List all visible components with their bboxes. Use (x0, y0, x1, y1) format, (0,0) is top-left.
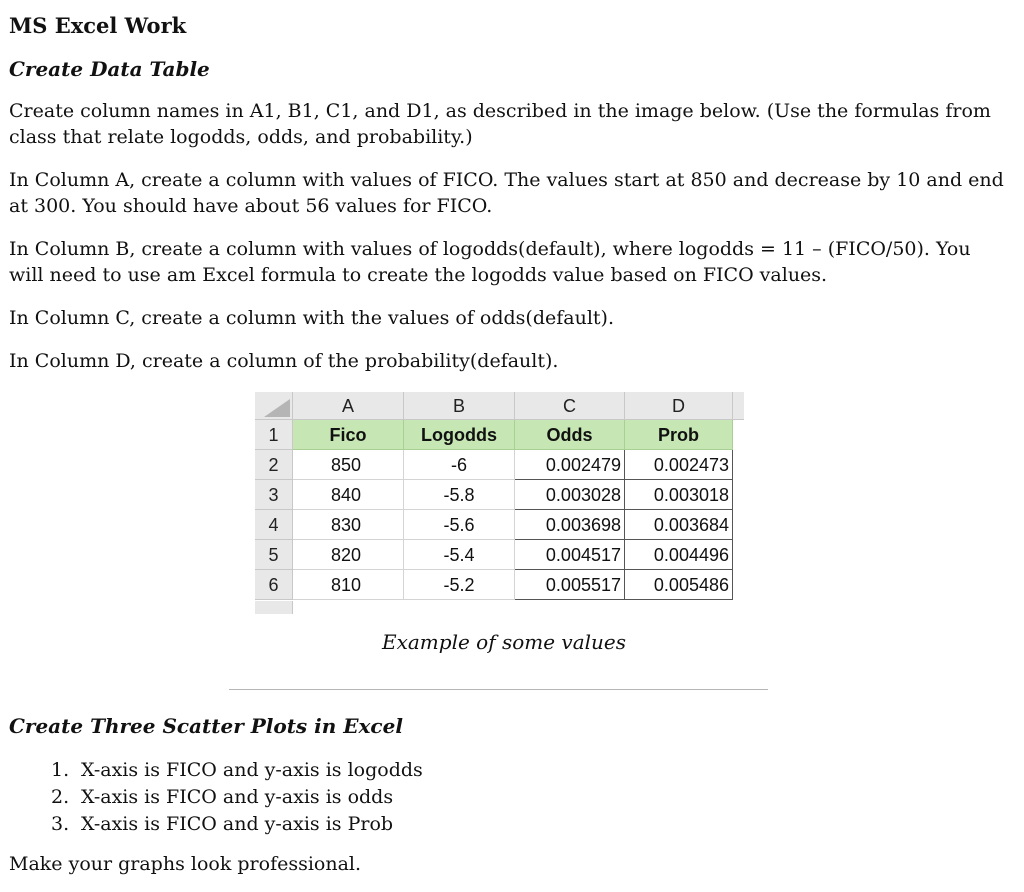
table-cell: -6 (404, 450, 515, 480)
table-cell: -5.8 (404, 480, 515, 510)
table-cell: 0.003698 (515, 510, 625, 540)
closing-instruction: Make your graphs look professional. (9, 853, 362, 875)
step-text: X-axis is FICO and y-axis is logodds (81, 759, 423, 781)
instruction-column-names: Create column names in A1, B1, C1, and D1, as described in the image below. (Use the formulas from class that relate logodds, odds, and probability.) (9, 100, 991, 148)
instruction-column-c: In Column C, create a column with the values of odds(default). (9, 307, 614, 329)
step-number: 3. (51, 813, 70, 835)
table-cell: 0.002473 (625, 450, 733, 480)
table-cell: 0.004517 (515, 540, 625, 570)
step-number: 2. (51, 786, 70, 808)
instruction-column-b: In Column B, create a column with values of logodds(default), where logodds = 11 – (FICO/50). You will need to use am Excel formula to create the logodds value based on FICO values. (9, 238, 971, 286)
row-header: 1 (255, 420, 293, 450)
document-heading: MS Excel Work (9, 13, 187, 38)
column-header-d: D (625, 392, 733, 420)
excel-sheet-snippet (255, 392, 744, 614)
row-header: 3 (255, 480, 293, 510)
table-cell: 0.002479 (515, 450, 625, 480)
table-cell: -5.6 (404, 510, 515, 540)
table-cell: 0.003684 (625, 510, 733, 540)
column-header-c: C (515, 392, 625, 420)
select-all-corner (255, 392, 293, 420)
list-item (51, 784, 423, 811)
table-cell: 820 (293, 540, 404, 570)
row-header: 2 (255, 450, 293, 480)
list-item (51, 757, 423, 784)
table-cell: 830 (293, 510, 404, 540)
table-cell: -5.4 (404, 540, 515, 570)
column-header-filler (733, 392, 744, 420)
table-cell: 0.003028 (515, 480, 625, 510)
section-title-data-table: Create Data Table (9, 57, 210, 81)
step-number: 1. (51, 759, 70, 781)
table-cell: 0.003018 (625, 480, 733, 510)
header-cell-odds: Odds (515, 420, 625, 450)
table-cell: 840 (293, 480, 404, 510)
row-header: 6 (255, 570, 293, 600)
instruction-column-a: In Column A, create a column with values of FICO. The values start at 850 and decrease by 10 and end at 300. You should have about 56 values for FICO. (9, 169, 1004, 217)
table-cell: 850 (293, 450, 404, 480)
section-divider (229, 689, 768, 690)
table-cell: 0.005486 (625, 570, 733, 600)
row-header: 4 (255, 510, 293, 540)
list-item (51, 811, 423, 838)
table-cell: 810 (293, 570, 404, 600)
row-header: 5 (255, 540, 293, 570)
table-caption: Example of some values (382, 630, 627, 654)
instruction-column-d: In Column D, create a column of the probability(default). (9, 350, 559, 372)
scatter-plot-steps (51, 757, 423, 838)
step-text: X-axis is FICO and y-axis is Prob (81, 813, 394, 835)
column-header-a: A (293, 392, 404, 420)
header-cell-prob: Prob (625, 420, 733, 450)
table-cell: 0.005517 (515, 570, 625, 600)
row-header-filler (255, 601, 293, 614)
step-text: X-axis is FICO and y-axis is odds (81, 786, 394, 808)
section-title-scatter-plots: Create Three Scatter Plots in Excel (9, 714, 403, 738)
header-cell-fico: Fico (293, 420, 404, 450)
table-cell: 0.004496 (625, 540, 733, 570)
column-header-b: B (404, 392, 515, 420)
table-cell: -5.2 (404, 570, 515, 600)
header-cell-logodds: Logodds (404, 420, 515, 450)
